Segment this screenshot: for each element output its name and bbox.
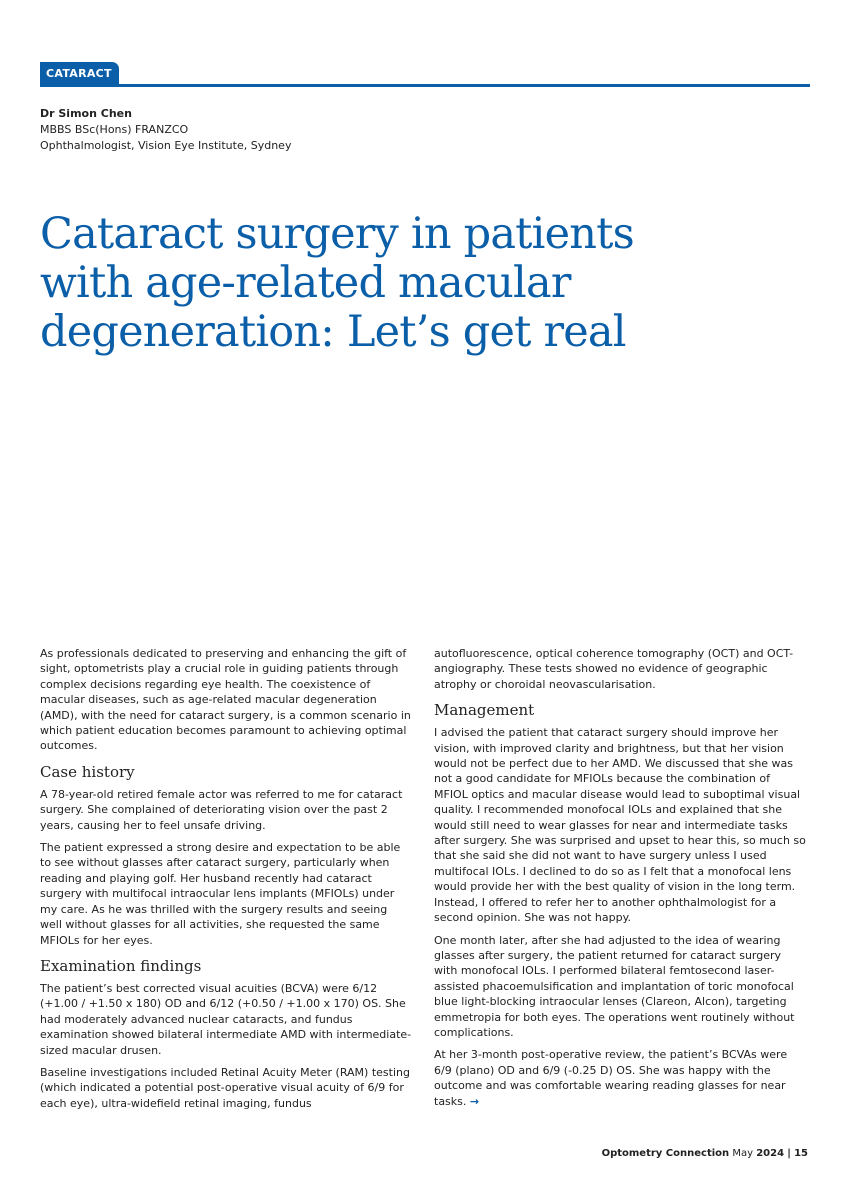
continue-arrow-icon[interactable]: → xyxy=(469,1094,480,1108)
examination-paragraph-1: The patient’s best corrected visual acuities (BCVA) were 6/12 (+1.00 / +1.50 x 180) OD and 6/12 (+0.50 / +1.00 x 170) OS. She had moderately advanced nuclear cataracts, and fundus examination showed bilateral intermediate AMD with intermediate-sized macular drusen. xyxy=(40,981,412,1057)
section-rule xyxy=(40,84,810,87)
author-credentials: MBBS BSc(Hons) FRANZCO xyxy=(40,123,189,136)
left-column xyxy=(40,646,412,1118)
section-tag: CATARACT xyxy=(40,62,119,86)
page-footer xyxy=(602,1148,808,1159)
headline-line-1: Cataract surgery in patients xyxy=(40,209,634,259)
examination-continued-paragraph: autofluorescence, optical coherence tomography (OCT) and OCT-angiography. These tests showed no evidence of geographic atrophy or choroidal neovascularisation. xyxy=(434,647,794,691)
case-history-heading: Case history xyxy=(40,762,135,781)
page-number: 15 xyxy=(794,1148,808,1159)
author-block xyxy=(40,106,291,154)
footer-separator: | xyxy=(787,1148,791,1159)
headline-line-3: degeneration: Let’s get real xyxy=(40,307,626,357)
headline-line-2: with age-related macular xyxy=(40,258,571,308)
examination-heading: Examination findings xyxy=(40,956,202,975)
management-paragraph-3 xyxy=(434,1047,806,1109)
footer-year: 2024 xyxy=(756,1148,785,1159)
author-role: Ophthalmologist, Vision Eye Institute, Sydney xyxy=(40,139,292,152)
examination-paragraph-2: Baseline investigations included Retinal Acuity Meter (RAM) testing (which indicated a potential post-operative visual acuity of 6/9 for each eye), ultra-widefield retinal imaging, fundus xyxy=(40,1065,410,1110)
management-paragraph-3-text: At her 3-month post-operative review, the patient’s BCVAs were 6/9 (plano) OD and 6/9 (-0.25 D) OS. She was happy with the outcome and was comfortable wearing reading glasses for near tasks. xyxy=(434,1048,788,1108)
author-name: Dr Simon Chen xyxy=(40,107,132,120)
management-paragraph-2: One month later, after she had adjusted to the idea of wearing glasses after surgery, the patient returned for cataract surgery with monofocal IOLs. I performed bilateral femtosecond laser-assisted phacoemulsification and implantation of toric monofocal blue light-blocking intraocular lenses (Clareon, Alcon), targeting emmetropia for both eyes. The operations went routinely without complications. xyxy=(434,933,795,1039)
case-history-paragraph-2: The patient expressed a strong desire and expectation to be able to see without glasses after cataract surgery, particularly when reading and playing golf. Her husband recently had cataract surgery with multifocal intraocular lens implants (MFIOLs) under my care. As he was thrilled with the surgery results and seeing well without glasses for all activities, she requested the same MFIOLs for her eyes. xyxy=(40,841,401,947)
case-history-paragraph-1: A 78-year-old retired female actor was referred to me for cataract surgery. She complained of deteriorating vision over the past 2 years, causing her to feel unsafe driving. xyxy=(40,787,403,832)
footer-publication: Optometry Connection xyxy=(601,1148,730,1159)
intro-paragraph: As professionals dedicated to preserving and enhancing the gift of sight, optometrists play a crucial role in guiding patients through complex decisions regarding eye health. The coexistence of macular diseases, such as age-related macular degeneration (AMD), with the need for cataract surgery, is a common scenario in which patient education becomes paramount to achieving optimal outcomes. xyxy=(40,647,411,753)
article-headline xyxy=(40,210,760,357)
right-column xyxy=(434,646,806,1116)
management-paragraph-1: I advised the patient that cataract surgery should improve her vision, with improved clarity and brightness, but that her vision would not be perfect due to her AMD. We discussed that she was not a good candidate for MFIOLs because the combination of MFIOL optics and macular disease would lead to suboptimal visual quality. I recommended monofocal IOLs and explained that she would still need to wear glasses for near and intermediate tasks after surgery. She was surprised and upset to hear this, so much so that she said she did not want to have surgery unless I used multifocal IOLs. I declined to do so as I felt that a monofocal lens would provide her with the best quality of vision in the long term. Instead, I offered to refer her to another ophthalmologist for a second opinion. She was not happy. xyxy=(434,726,806,925)
management-heading: Management xyxy=(434,701,535,720)
footer-month: May xyxy=(732,1148,754,1159)
